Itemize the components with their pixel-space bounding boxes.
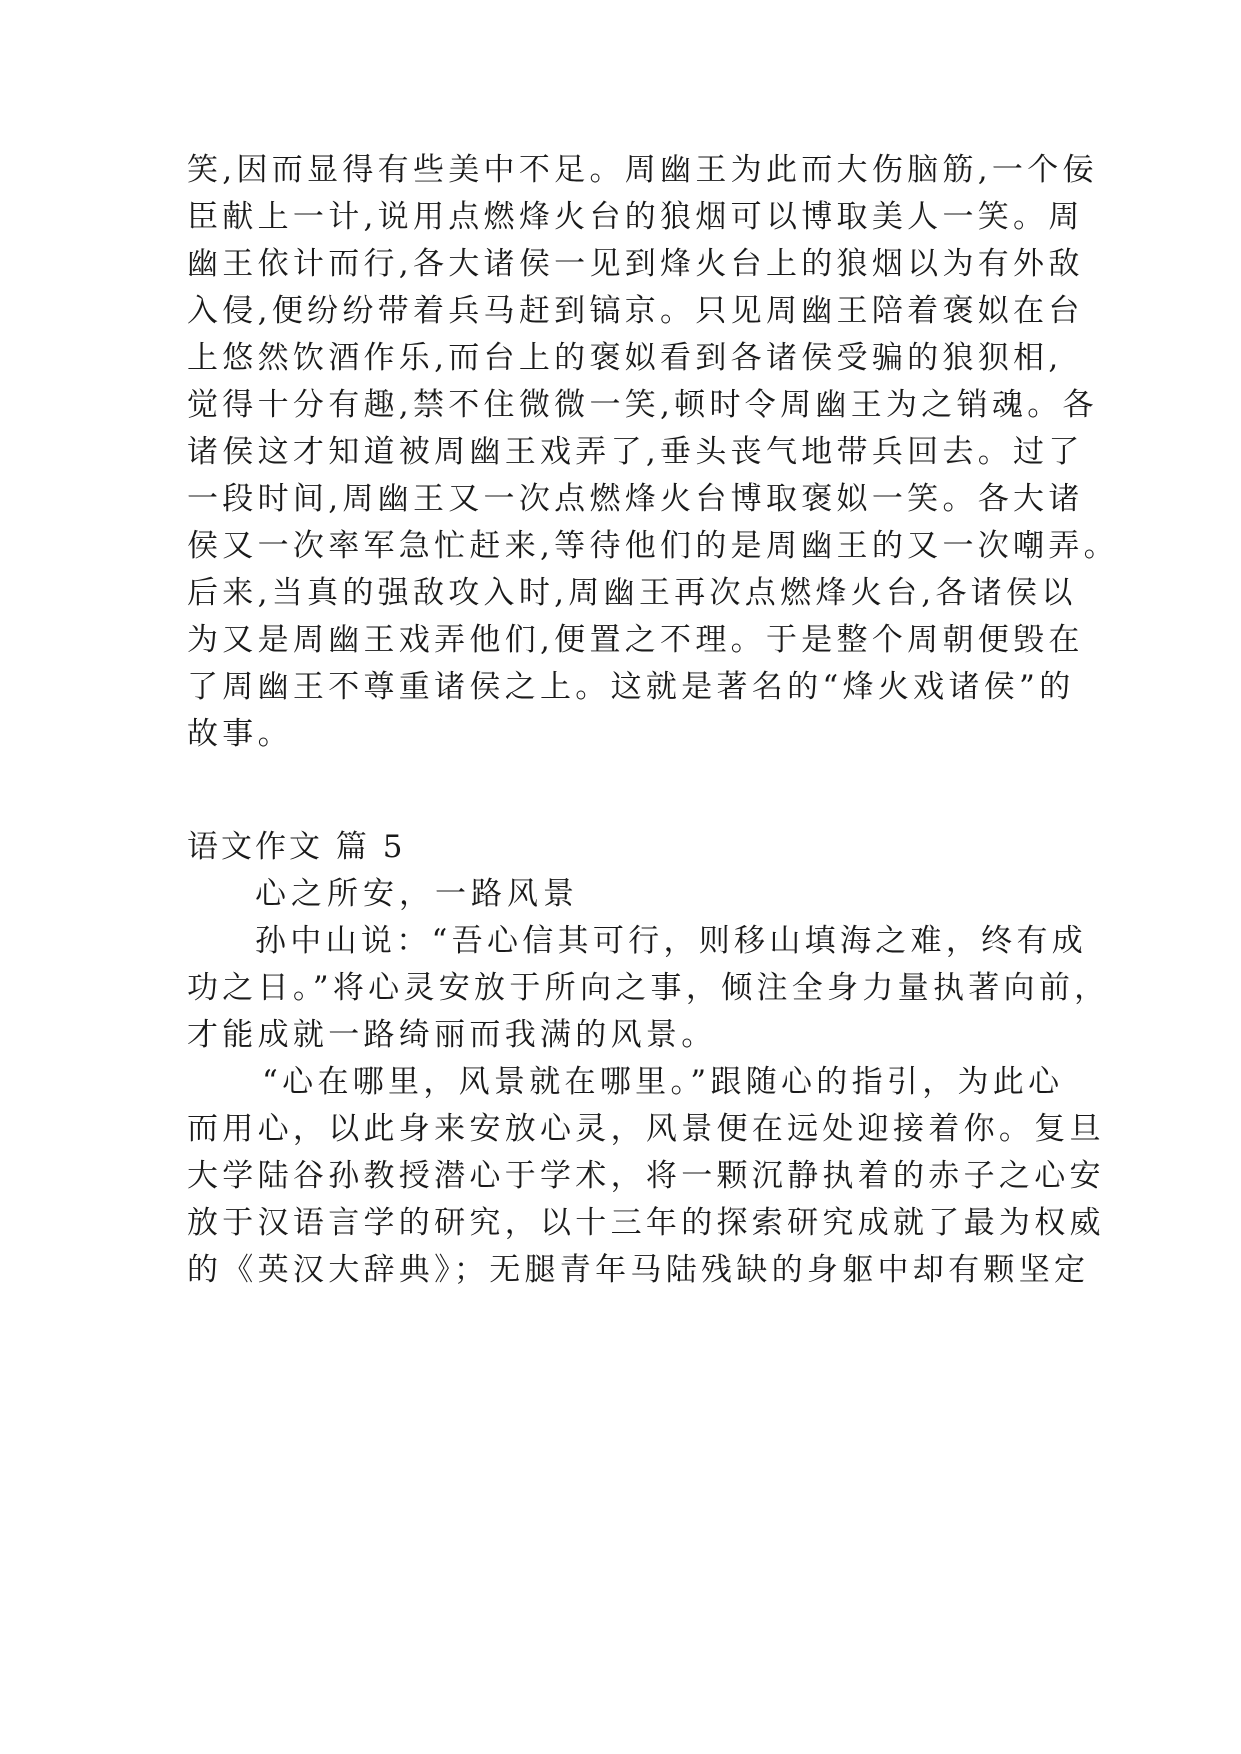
paragraph-line: 才能成就一路绮丽而我满的风景。 — [187, 1017, 717, 1053]
section-heading: 语文作文 篇 5 — [187, 829, 406, 865]
essay-title: 心之所安，一路风景 — [255, 876, 579, 912]
paragraph-line: 孙中山说：“吾心信其可行，则移山填海之难，终有成 — [255, 923, 1088, 959]
story-line: 上悠然饮酒作乐,而台上的褒姒看到各诸侯受骗的狼狈相, — [187, 340, 1063, 376]
story-line: 诸侯这才知道被周幽王戏弄了,垂头丧气地带兵回去。过了 — [187, 434, 1084, 470]
story-line: 了周幽王不尊重诸侯之上。这就是著名的“烽火戏诸侯”的 — [187, 669, 1075, 705]
story-line: 侯又一次率军急忙赶来,等待他们的是周幽王的又一次嘲弄。 — [187, 528, 1119, 564]
story-line: 故事。 — [187, 716, 293, 752]
story-line: 觉得十分有趣,禁不住微微一笑,顿时令周幽王为之销魂。各 — [187, 387, 1098, 423]
story-line: 一段时间,周幽王又一次点燃烽火台博取褒姒一笑。各大诸 — [187, 481, 1084, 517]
story-line: 臣献上一计,说用点燃烽火台的狼烟可以博取美人一笑。周 — [187, 199, 1084, 235]
paragraph-line: 的《英汉大辞典》；无腿青年马陆残缺的身躯中却有颗坚定 — [187, 1252, 1090, 1288]
story-line: 后来,当真的强敌攻入时,周幽王再次点燃烽火台,各诸侯以 — [187, 575, 1077, 611]
paragraph-line: 而用心，以此身来安放心灵，风景便在远处迎接着你。复旦 — [187, 1111, 1105, 1147]
story-line: 为又是周幽王戏弄他们,便置之不理。于是整个周朝便毁在 — [187, 622, 1084, 658]
story-line: 幽王依计而行,各大诸侯一见到烽火台上的狼烟以为有外敌 — [187, 246, 1084, 282]
story-line: 入侵,便纷纷带着兵马赶到镐京。只见周幽王陪着褒姒在台 — [187, 293, 1084, 329]
paragraph-line: “心在哪里，风景就在哪里。”跟随心的指引，为此心 — [262, 1064, 1064, 1100]
paragraph-line: 大学陆谷孙教授潜心于学术，将一颗沉静执着的赤子之心安 — [187, 1158, 1105, 1194]
paragraph-line: 放于汉语言学的研究，以十三年的探索研究成就了最为权威 — [187, 1205, 1105, 1241]
story-line: 笑,因而显得有些美中不足。周幽王为此而大伤脑筋,一个佞 — [187, 152, 1098, 188]
paragraph-line: 功之日。”将心灵安放于所向之事，倾注全身力量执著向前， — [187, 970, 1110, 1006]
